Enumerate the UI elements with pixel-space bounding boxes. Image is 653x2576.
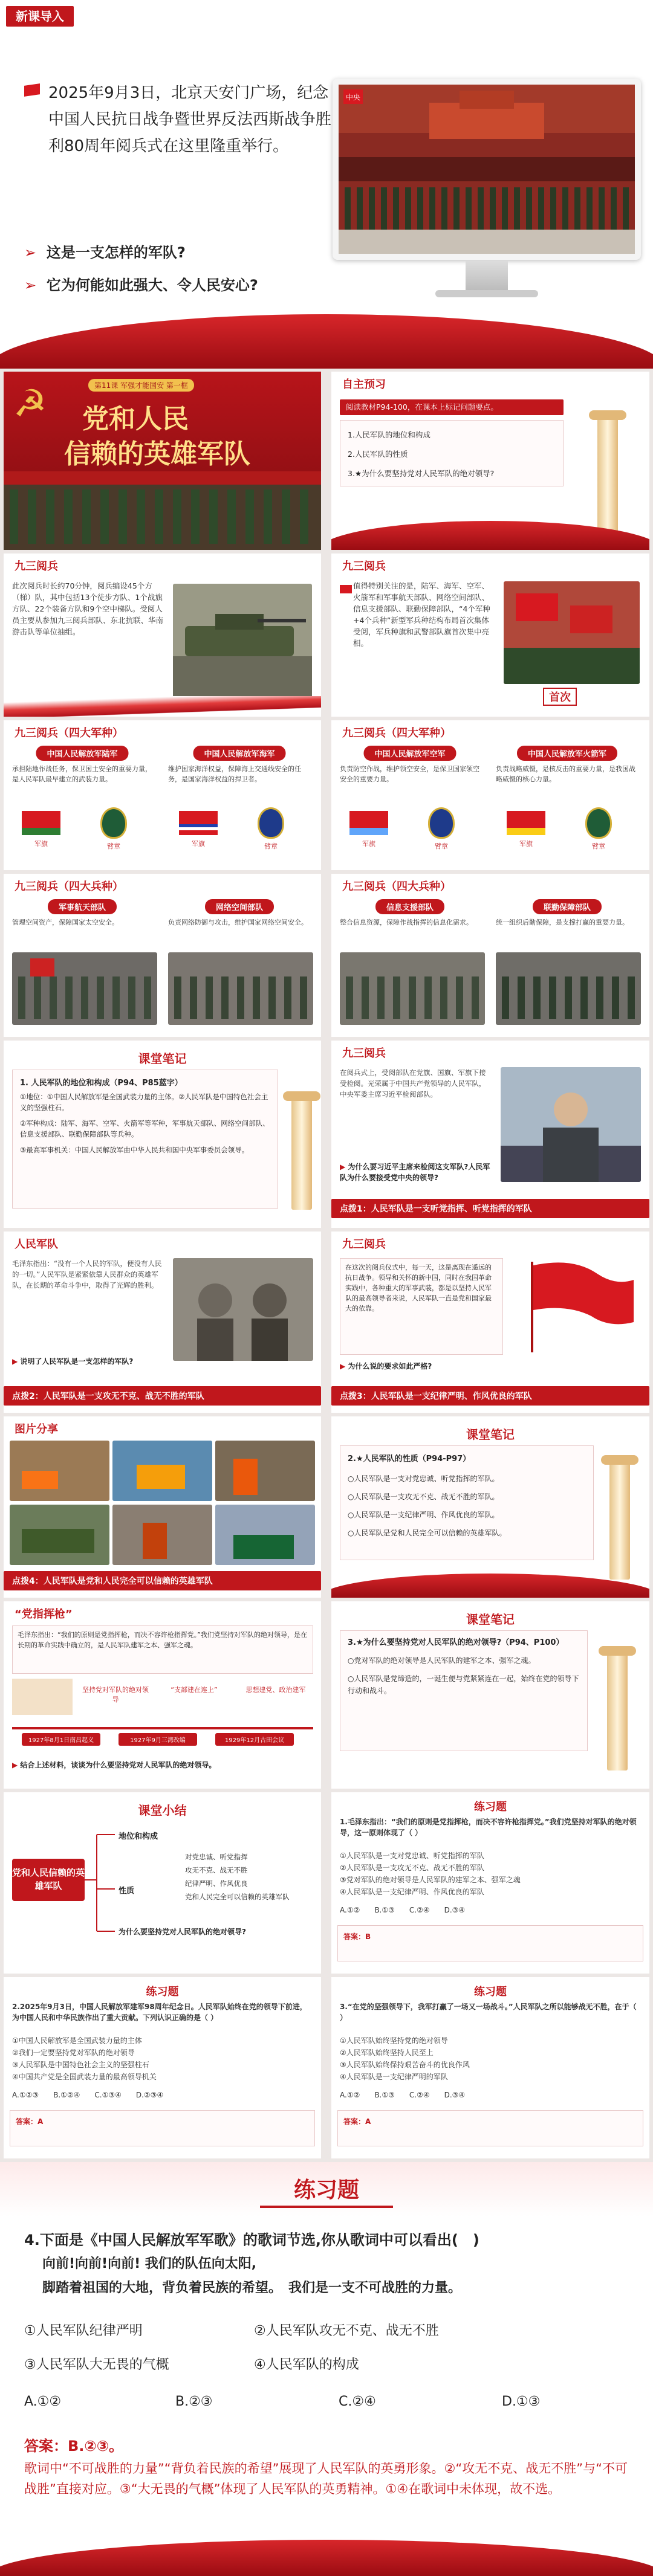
exercise-question: 2.2025年9月3日，中国人民解放军建军98周年纪念日。人民军队始终在党的领导下前进，为中国人民和中华民族作出了重大贡献。下列认识正确的是（ ） <box>12 2003 307 2022</box>
rocket-flag-icon <box>507 811 545 835</box>
answer-box <box>10 2110 315 2146</box>
slide-tag: 九三阅兵 <box>342 1238 386 1251</box>
flags-photo <box>504 581 640 684</box>
timeline-line <box>12 1727 313 1729</box>
parade-first-text: 值得特别关注的是，陆军、海军、空军、火箭军和军事航天部队、网络空间部队、信息支援部队、联勤保障部队，“4个军种+4个兵种”新型军兵种结构布局首次集体受阅，军兵种旗和武警部队旗首次集中亮相。 <box>353 581 490 648</box>
slide-parade-first <box>331 554 649 717</box>
col-text: 管理空间资产，保障国家太空安全。 <box>12 918 119 926</box>
flag-icon <box>24 83 40 97</box>
notes-item: ③最高军事机关：中国人民解放军由中华人民共和国中央军事委员会领导。 <box>20 1146 249 1154</box>
caption: 臂章 <box>435 842 448 850</box>
army-badge-icon <box>100 807 127 839</box>
exercise-option: ①中国人民解放军是全国武装力量的主体 <box>12 2036 142 2045</box>
col-text: 负责防空作战，维护领空安全，是保卫国家领空安全的重要力量。 <box>340 765 479 783</box>
discipline-question: ▶ 为什么说的要求如此严格? <box>340 1362 432 1370</box>
space-force-photo <box>12 952 157 1025</box>
intro-paragraph: 2025年9月3日，北京天安门广场，纪念中国人民抗日战争暨世界反法西斯战争胜利80周年阅兵式在这里隆重举行。 <box>48 84 332 155</box>
notes-card <box>12 1070 278 1209</box>
exercise-option: ③人民军队大无畏的气概 <box>24 2357 169 2372</box>
notes-item: ○人民军队是党缔造的，一诞生便与党紧紧连在一起，始终在党的领导下行动和战斗。 <box>348 1674 579 1695</box>
exercise-option: ④人民军队是一支纪律严明的军队 <box>340 2073 448 2081</box>
red-wave-decoration <box>0 2540 653 2576</box>
exercise-answer: 答案：A <box>343 2117 371 2126</box>
col-heading: 中国人民解放军陆军 <box>36 746 128 761</box>
slide-notes-2 <box>331 1416 649 1598</box>
slide-exercise-2 <box>4 1977 321 2158</box>
slide-tag: 九三阅兵 <box>342 1047 386 1060</box>
col-heading: 中国人民解放军火箭军 <box>517 746 617 761</box>
timeline-box: 坚持党对军队的绝对领导 <box>82 1686 149 1703</box>
slide-tag: “党指挥枪” <box>15 1608 73 1621</box>
summary-branch: 为什么要坚持党对人民军队的绝对领导? <box>119 1928 246 1936</box>
exercise-question: 3.“在党的坚强领导下，我军打赢了一场又一场战斗。”人民军队之所以能够战无不胜，在于（ ） <box>340 2003 637 2022</box>
huabiao-pillar <box>609 1459 630 1580</box>
discipline-card <box>340 1258 503 1355</box>
slide-tag: 九三阅兵（四大军种） <box>15 727 123 740</box>
parade-info-text: 此次阅兵时长约70分钟，阅兵编设45个方（梯）队，其中包括13个徒步方队、1个战旗方队、22个装备方队和9个空中梯队。受阅人员主要从参加九三阅兵部队、东北抗联、华南游击队等单位抽组。 <box>12 581 164 636</box>
slide-tag: 九三阅兵（四大兵种） <box>342 880 451 893</box>
slide-intro <box>0 0 653 369</box>
monitor-stand <box>466 261 508 291</box>
slide-tag: 课堂笔记 <box>138 1051 187 1066</box>
parade-photo <box>339 85 635 254</box>
slide-people-army <box>4 1232 321 1413</box>
review-question: ▶ 为什么要习近平主席来检阅这支军队?人民军队为什么要接受党中央的领导? <box>340 1163 490 1182</box>
caption: 臂章 <box>264 842 278 850</box>
exercise-question: 4.下面是《中国人民解放军军歌》的歌词节选,你从歌词中可以看出( ) <box>24 2232 479 2248</box>
huabiao-pillar <box>607 1650 628 1771</box>
summary-bracket <box>85 1822 121 1943</box>
slide-services-1 <box>4 720 321 870</box>
caption: 军旗 <box>519 840 533 848</box>
notes-card <box>340 1630 588 1751</box>
caption: 臂章 <box>592 842 605 850</box>
slide-arms-1 <box>4 874 321 1037</box>
slide-tag: 新课导入 <box>6 6 74 27</box>
timeline-box: “支部建在连上” <box>171 1686 218 1694</box>
point-1: 点拨1：人民军队是一支听党指挥、听党指挥的军队 <box>331 1199 649 1218</box>
exercise-option: ①人民军队是一支对党忠诚、听党指挥的军队 <box>340 1851 484 1860</box>
col-heading: 联勤保障部队 <box>533 899 602 914</box>
slide-tag: 九三阅兵（四大军种） <box>342 727 451 740</box>
quote-card <box>12 1625 313 1674</box>
rescue-photo <box>112 1441 212 1501</box>
monitor <box>333 79 641 260</box>
rescue-photo <box>215 1441 315 1501</box>
red-wave-decoration <box>0 314 653 369</box>
slide-party-commands-gun <box>4 1601 321 1789</box>
slide-arms-2 <box>331 874 649 1037</box>
slide-exercise-1 <box>331 1792 649 1974</box>
tank-photo <box>173 584 312 699</box>
exercise-option: ②我们一定要坚持党对军队的绝对领导 <box>12 2048 135 2057</box>
notes-card <box>340 1445 594 1560</box>
slide-preview <box>331 372 649 550</box>
point-4: 点拨4：人民军队是党和人民完全可以信赖的英雄军队 <box>4 1571 321 1590</box>
exercise-answer: 答案：A <box>16 2117 44 2126</box>
exercise-option: ①人民军队纪律严明 <box>24 2323 143 2339</box>
slide-tag: 练习题 <box>474 1801 507 1813</box>
timeline-event: 1927年8月1日南昌起义 <box>22 1733 100 1746</box>
discipline-text: 在这次的阅兵仪式中，每一天，这是离现在遥远的抗日战争。领导和关怀的新中国，同时在我国革命实践中，各种重大的军事武装，都是以坚持人民军队的最高领导者来说，人民军队一直是党和国家最大的依靠。 <box>345 1264 492 1312</box>
slide-exercise-3 <box>331 1977 649 2158</box>
summary-sub: 攻无不克、战无不胜 <box>185 1866 248 1874</box>
caption: 军旗 <box>34 840 48 848</box>
summary-branch: 性质 <box>119 1887 135 1896</box>
monitor-base <box>435 290 538 297</box>
preview-task: 阅读教材P94-100，在课本上标记问题要点。 <box>340 399 564 415</box>
quote-text: 毛泽东指出：“我们的原则是党指挥枪，而决不容许枪指挥党。”我们党坚持对军队的绝对领导，是在长期的革命实践中确立的，是人民军队建军之本、强军之魂。 <box>18 1631 307 1649</box>
info-force-photo <box>340 952 485 1025</box>
review-text: 在阅兵式上，受阅部队在党旗、国旗、军旗下接受检阅。光荣属于中国共产党领导的人民军队，中央军委主席习近平检阅部队。 <box>340 1068 486 1099</box>
title-underline <box>260 2206 393 2208</box>
notes-item: ○人民军队是一支对党忠诚、听党指挥的军队。 <box>348 1474 499 1483</box>
cyber-force-photo <box>168 952 313 1025</box>
summary-sub: 对党忠诚、听党指挥 <box>185 1853 248 1861</box>
huabiao-pillar <box>597 414 618 535</box>
logistics-force-photo <box>496 952 641 1025</box>
rescue-photo <box>215 1505 315 1565</box>
exercise-option: ②人民军队攻无不克、战无不胜 <box>254 2323 439 2339</box>
preview-item: 1.人民军队的地位和构成 <box>348 430 430 439</box>
slide-tag: 练习题 <box>146 1986 179 1998</box>
exercise-answer: 答案：B <box>343 1932 371 1941</box>
lesson-subtitle: 第11课 军强才能国安 第一框 <box>88 379 194 392</box>
navy-flag-icon <box>179 811 218 835</box>
slide-notes-1 <box>4 1041 321 1228</box>
slide-services-2 <box>331 720 649 870</box>
caption: 军旗 <box>362 840 375 848</box>
history-image <box>12 1679 73 1715</box>
red-ribbon-decoration <box>4 696 321 717</box>
answer-box <box>337 2110 643 2146</box>
rocket-badge-icon <box>585 807 612 839</box>
slide-summary <box>4 1792 321 1974</box>
exercise-choices: A.①② B.①③ C.②④ D.③④ <box>340 2091 466 2099</box>
slide-tag: 九三阅兵 <box>15 560 58 573</box>
flag-decoration <box>525 1262 640 1352</box>
point-2: 点拨2：人民军队是一支攻无不克、战无不胜的军队 <box>4 1386 321 1406</box>
col-text: 负责网络防御与攻击，维护国家网络空间安全。 <box>168 918 308 926</box>
choice-b: B.②③ <box>175 2394 213 2409</box>
timeline-event: 1927年9月三湾改编 <box>119 1733 197 1746</box>
slide-discipline <box>331 1232 649 1413</box>
exercise-option: ④中国共产党是全国武装力量的最高领导机关 <box>12 2073 157 2081</box>
exercise-option: ③人民军队始终保持艰苦奋斗的优良作风 <box>340 2061 470 2069</box>
answer-box <box>337 1925 643 1961</box>
slide-xi-review <box>331 1041 649 1228</box>
slide-tag: 课堂笔记 <box>466 1427 515 1442</box>
slide-tag: 自主预习 <box>342 378 386 391</box>
slide-title <box>4 372 321 550</box>
first-time-stamp: 首次 <box>543 688 577 706</box>
answer-line: 答案：B.②③。 <box>24 2438 124 2455</box>
col-heading: 信息支援部队 <box>375 899 444 914</box>
slide-tag: 九三阅兵（四大兵种） <box>15 880 123 893</box>
timeline-event: 1929年12月古田会议 <box>215 1733 294 1746</box>
people-army-question: ▶ 说明了人民军队是一支怎样的军队? <box>12 1357 134 1366</box>
notes-item: ○党对军队的绝对领导是人民军队的建军之本、强军之魂。 <box>348 1656 536 1665</box>
notes-item: ○人民军队是党和人民完全可以信赖的英雄军队。 <box>348 1529 507 1537</box>
exercise-option: ②人民军队始终坚持人民至上 <box>340 2048 434 2057</box>
airforce-flag-icon <box>349 811 388 835</box>
exercise-option: ④人民军队是一支纪律严明、作风优良的军队 <box>340 1888 484 1896</box>
summary-sub: 纪律严明、作风优良 <box>185 1879 248 1888</box>
airforce-badge-icon <box>428 807 455 839</box>
choice-a: A.①② <box>24 2394 62 2409</box>
notes-heading: 1. 人民军队的地位和构成（P94、P85蓝字） <box>20 1079 183 1088</box>
exercise-option: ④人民军队的构成 <box>254 2357 359 2372</box>
exercise-option: ③党对军队的绝对领导是人民军队的建军之本、强军之魂 <box>340 1876 521 1884</box>
rescue-photo <box>10 1505 109 1565</box>
slide-tag: 人民军队 <box>15 1238 58 1251</box>
leader-photo <box>501 1067 641 1182</box>
red-wave-decoration <box>331 1574 649 1598</box>
exercise-question: 1.毛泽东指出：“我们的原则是党指挥枪，而决不容许枪指挥党。”我们党坚持对军队的绝对领导，这一原则体现了（ ） <box>340 1818 637 1837</box>
point-3: 点拨3：人民军队是一支纪律严明、作风优良的军队 <box>331 1386 649 1406</box>
col-heading: 军事航天部队 <box>48 899 117 914</box>
lyric-line: 向前!向前!向前! 我们的队伍向太阳, <box>42 2256 257 2271</box>
col-heading: 中国人民解放军海军 <box>193 746 285 761</box>
exercise-option: ②人民军队是一支攻无不克、战无不胜的军队 <box>340 1864 484 1872</box>
notes-item: ②军种构成：陆军、海军、空军、火箭军等军种，军事航天部队、网络空间部队、信息支援部队、联勤保障部队等兵种。 <box>20 1119 270 1138</box>
caption: 臂章 <box>107 842 120 850</box>
navy-badge-icon <box>258 807 284 839</box>
troops-photo <box>4 471 321 550</box>
historic-soldiers-photo <box>173 1258 313 1361</box>
col-heading: 中国人民解放军空军 <box>363 746 456 761</box>
slide-tag: 九三阅兵 <box>342 560 386 573</box>
choice-d: D.①③ <box>502 2394 541 2409</box>
army-flag-icon <box>22 811 60 835</box>
summary-branch: 地位和构成 <box>119 1832 158 1841</box>
slide-tag: 练习题 <box>474 1986 507 1998</box>
col-text: 负责战略威慑，是核反击的重要力量，是我国战略威慑的核心力量。 <box>496 765 635 783</box>
col-text: 维护国家海洋权益，保障海上交通线安全的任务，是国家海洋权益的捍卫者。 <box>168 765 301 783</box>
question-2: ➢ 它为何能如此强大、令人民安心? <box>24 277 258 294</box>
col-heading: 网络空间部队 <box>205 899 274 914</box>
slide-tag: 图片分享 <box>15 1423 58 1436</box>
flag-icon <box>340 585 352 593</box>
preview-list <box>340 420 564 486</box>
lyric-line: 脚踏着祖国的大地，背负着民族的希望。 我们是一支不可战胜的力量。 <box>42 2281 462 2296</box>
rescue-photo <box>112 1505 212 1565</box>
answer-explanation: 歌词中“不可战胜的力量”“背负着民族的希望”展现了人民军队的英勇形象。②“攻无不克、战无不胜”与“不可战胜”直接对应。③“大无畏的气概”体现了人民军队的英勇精神。①④在歌词中未体现，故不选。 <box>24 2461 628 2496</box>
slide-exercise-4 <box>0 2162 653 2576</box>
rescue-photo <box>10 1441 109 1501</box>
notes-item: ○人民军队是一支纪律严明、作风优良的军队。 <box>348 1511 499 1519</box>
slide-photo-share <box>4 1416 321 1598</box>
notes-heading: 2.★人民军队的性质（P94-P97） <box>348 1454 471 1464</box>
col-text: 承担陆地作战任务，保卫国土安全的重要力量，是人民军队最早建立的武装力量。 <box>12 765 152 783</box>
exercise-option: ①人民军队始终坚持党的绝对领导 <box>340 2036 448 2045</box>
notes-item: ①地位：①中国人民解放军是全国武装力量的主体。②人民军队是中国特色社会主义的坚强柱石。 <box>20 1093 268 1112</box>
exercise-option: ③人民军队是中国特色社会主义的坚强柱石 <box>12 2061 149 2069</box>
col-text: 统一组织后勤保障，是支撑打赢的重要力量。 <box>496 918 629 926</box>
slide-parade-info <box>4 554 321 717</box>
slide-tag: 课堂小结 <box>138 1803 187 1818</box>
huabiao-pillar <box>291 1095 312 1210</box>
col-text: 整合信息资源，保障作战指挥的信息化需求。 <box>340 918 473 926</box>
title-line-1: 党和人民 <box>82 404 189 434</box>
caption: 军旗 <box>192 840 205 848</box>
notes-item: ○人民军队是一支攻无不克、战无不胜的军队。 <box>348 1493 499 1501</box>
notes-heading: 3.★为什么要坚持党对人民军队的绝对领导?（P94、P100） <box>348 1638 564 1647</box>
exercise-title: 练习题 <box>293 2178 359 2203</box>
title-line-2: 信赖的英雄军队 <box>64 439 250 470</box>
slide-notes-3 <box>331 1601 649 1789</box>
exercise-choices: A.①②③ B.①②④ C.①③④ D.②③④ <box>12 2091 164 2099</box>
summary-center: 党和人民信赖的英雄军队 <box>12 1859 85 1901</box>
party-emblem-icon: ☭ <box>13 381 47 425</box>
summary-sub: 党和人民完全可以信赖的英雄军队 <box>185 1893 290 1901</box>
preview-item: 2.人民军队的性质 <box>348 450 408 459</box>
party-question: ▶ 结合上述材料，谈谈为什么要坚持党对人民军队的绝对领导。 <box>12 1761 216 1769</box>
question-1: ➢ 这是一支怎样的军队? <box>24 244 186 261</box>
timeline-box: 思想建党、政治建军 <box>245 1686 306 1694</box>
slide-tag: 课堂笔记 <box>466 1612 515 1627</box>
choice-c: C.②④ <box>339 2394 376 2409</box>
tv-logo: 中央 <box>345 93 361 102</box>
preview-item: 3.★为什么要坚持党对人民军队的绝对领导? <box>348 469 495 478</box>
people-army-text: 毛泽东指出：“没有一个人民的军队，便没有人民的一切。”人民军队是紧紧依靠人民群众的英雄军队，在长期的革命斗争中，取得了光辉的胜利。 <box>12 1259 162 1290</box>
exercise-choices: A.①② B.①③ C.②④ D.③④ <box>340 1906 466 1914</box>
